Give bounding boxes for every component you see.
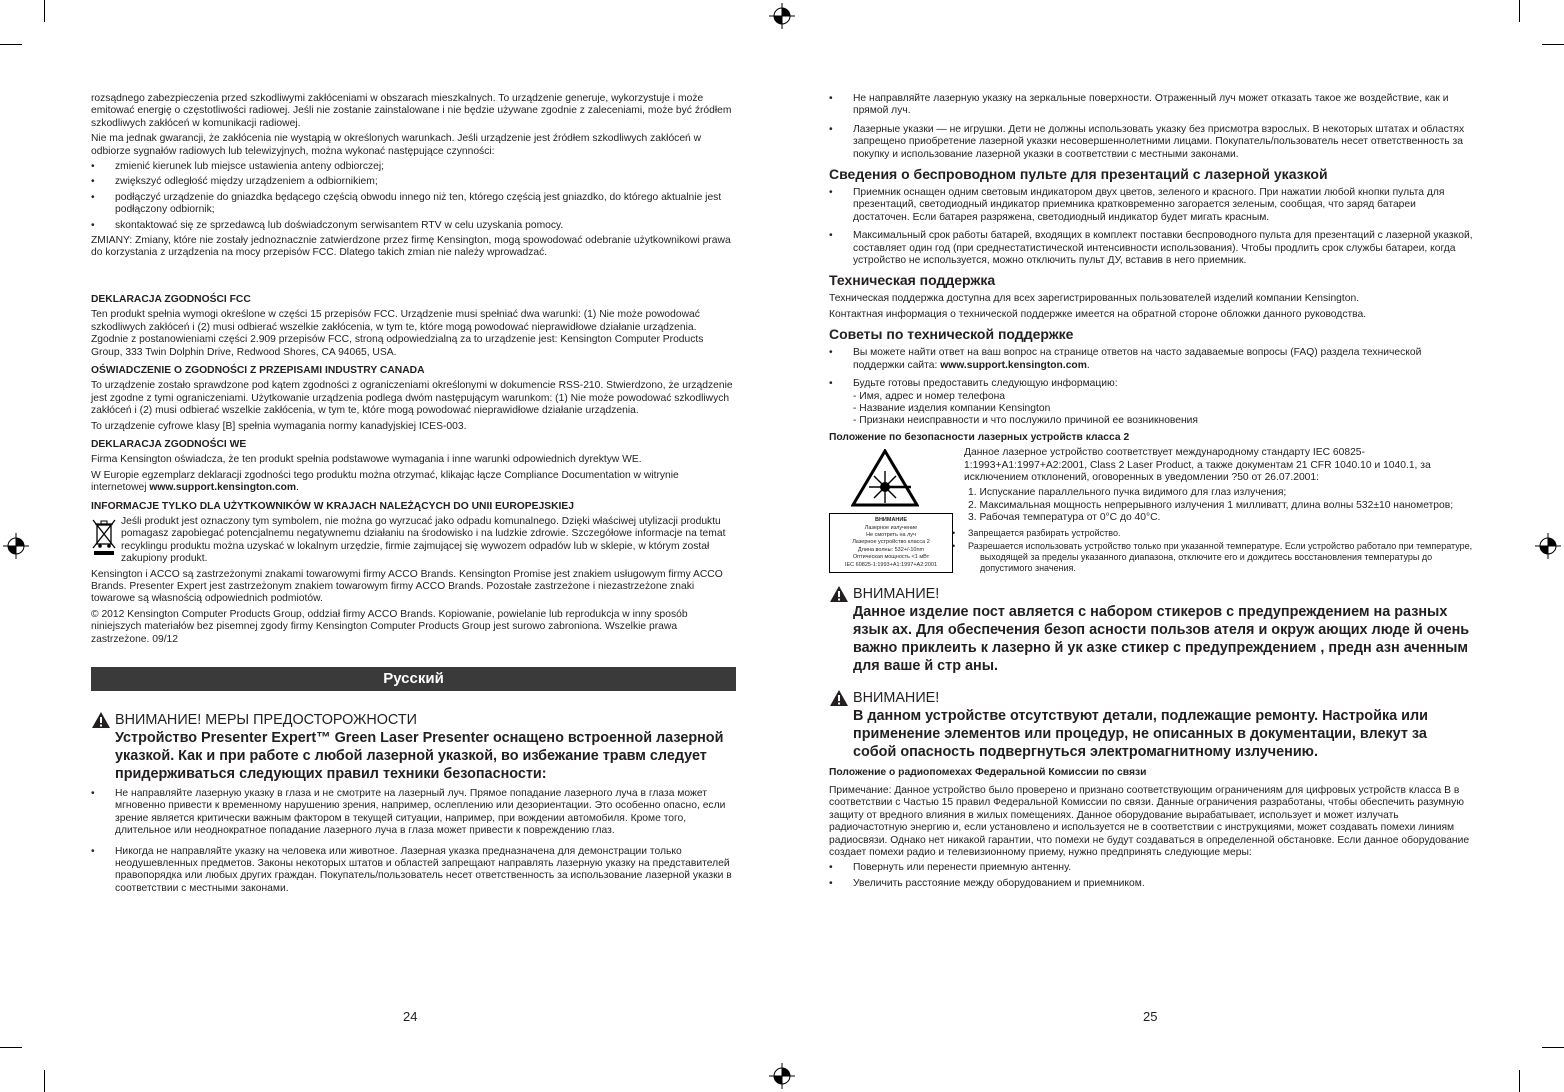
crop-mark: [0, 1047, 22, 1048]
list-item: • Приемник оснащен одним световым индикатором двух цветов, зеленого и красного. При нажатии любой кнопки пульта для презентаций, светодиодный индикатор приемника кратковременно загорается зеленым, сообщая, что заряд батареи достаточен. Если батарея разряжена, светодиодный индикатор будет мигать красным.: [829, 187, 1474, 224]
list-item: • Максимальный срок работы батарей, входящих в комплект поставки беспроводного пульта для презентаций с лазерной указкой, составляет один год (при среднестатистической интенсивности использования). Чтобы продлить срок службы батареи, когда устройство не используется, можно отключить пульт ДУ, вставив в него приемник.: [829, 230, 1474, 267]
paragraph: Kensington i ACCO są zastrzeżonymi znakami towarowymi firmy ACCO Brands. Kensington Promise jest znakiem usługowym firmy ACCO Brands. Presenter Expert jest zastrzeżonym znakiem towarowym firmy ACCO Brands. Pozostałe zastrzeżone i niezastrzeżone znaki towarowe są własnością odpowiednich podmiotów.: [91, 568, 723, 605]
bullet-list: [829, 347, 1474, 427]
crop-mark: [1519, 1070, 1520, 1092]
section-heading: Техническая поддержка: [829, 272, 996, 289]
list-item: • zwiększyć odległość między urządzeniem a odbiornikiem;: [91, 176, 736, 188]
right-page: [829, 93, 1474, 893]
list-item: • Не направляйте лазерную указку в глаза и не смотрите на лазерный луч. Прямое попадание лазерного луча в глаза может мгновенно привести к временному нарушению зрения, например, ослеплению или дезориентации. Это особенно опасно, если зрение является критически важным фактором в текущей ситуации, например, при вождении автомобиля. Кроме того, длительное или неоднократное попадание лазерного луча в глаза может привести к повреждению глаз.: [91, 788, 736, 838]
crop-mark: [44, 0, 45, 22]
bullet-list: [829, 93, 1474, 161]
page-number: 25: [1143, 1009, 1158, 1024]
list-item: • Повернуть или перенести приемную антенну.: [829, 862, 1474, 874]
list-item: [829, 347, 1474, 372]
list-item: 1. Испускание параллельного пучка видимого для глаз излучения;: [968, 487, 1287, 499]
warning-block: [829, 585, 1474, 675]
text: Вы можете найти ответ на ваш вопрос на странице ответов на часто задаваемые вопросы (FAQ) раздела технической поддержки сайта:: [853, 347, 1422, 371]
list-item: • Разрешается использовать устройство только при указанной температуре. Если устройство работало при температуре, выходящей за пределы указанного диапазона, отключите его и дождитесь восстановления температуры до допустимого значения.: [964, 541, 1474, 574]
warning-body: В данном устройстве отсутствуют детали, подлежащие ремонту. Настройка или применение элементов или процедур, не описанных в документации, влекут за собой опасность подвергнуться электромагнитному излучению.: [853, 707, 1428, 760]
label-line: Длина волны: 532+/-10nm: [857, 546, 925, 553]
left-page: [91, 93, 736, 898]
paragraph: Примечание: Данное устройство было проверено и признано соответствующим ограничениям для цифровых устройств класса B в соответствии с Частью 15 правил Федеральной Комиссии по связи. Данные ограничения разработаны, чтобы обеспечить разумную защиту от вредного влияния в жилых помещениях. Данное оборудование вырабатывает, использует и может излучать радиочастотную энергию и, если установлено и используется не в соответствии с инструкциями, может создавать помехи линиям радиосвязи. Однако нет никакой гарантии, что помехи не будут создаваться в определенной обстановке. Если данное оборудование создает помехи радио и телевизионному приему, нужно предпринять следующие меры:: [829, 784, 1470, 858]
paragraph: Jeśli produkt jest oznaczony tym symbolem, nie można go wyrzucać jako odpadu komunalnego. Dzięki właściwej utylizacji produktu pomagasz zapobiegać potencjalnemu negatywnemu działaniu na środowisko i na ludzkie zdrowie. Szczegółowe informacje na temat recyklingu produktu można uzyskać w lokalnym urzędzie, firmie zajmującej się wywozem odpadów lub w sklepie, w którym został zakupiony produkt.: [121, 515, 726, 565]
paragraph: Firma Kensington oświadcza, że ten produkt spełnia podstawowe wymagania i inne warunki odpowiednich dyrektyw WE.: [91, 454, 642, 466]
text: .: [296, 482, 299, 494]
section-heading: Сведения о беспроводном пульте для презентаций с лазерной указкой: [829, 166, 1328, 183]
sub-item: - Имя, адрес и номер телефона: [853, 390, 1006, 402]
section-heading: DEKLARACJA ZGODNOŚCI FCC: [91, 293, 251, 305]
paragraph: © 2012 Kensington Computer Products Group, oddział firmy ACCO Brands. Kopiowanie, powielanie lub reprodukcja w inny sposób niniejszych materiałów bez pisemnej zgody firmy Kensington Computer Products Group jest surowo zabroniona. Wszelkie prawa zastrzeżone. 09/12: [91, 608, 688, 645]
language-bar: Русский: [91, 667, 736, 691]
list-item: 3. Рабочая температура от 0°C до 40°C.: [968, 512, 1161, 524]
laser-labels: [829, 447, 959, 573]
paragraph: ZMIANY: Zmiany, które nie zostały jednoznacznie zatwierdzone przez firmę Kensington, mogą spowodować odebranie użytkownikowi prawa do korzystania z urządzenia na mocy przepisów FCC. Dlatego takich zmian nie należy wprowadzać.: [91, 235, 731, 259]
list-item: 2. Максимальная мощность непрерывного излучения 1 милливатт, длина волны 532±10 нанометров;: [968, 499, 1454, 511]
paragraph: To urządzenie cyfrowe klasy [B] spełnia wymagania normy kanadyjskiej ICES-003.: [91, 420, 467, 432]
list-item: • Увеличить расстояние между оборудованием и приемником.: [829, 878, 1474, 890]
registration-mark-icon: [3, 533, 29, 559]
list-item: • Запрещается разбирать устройство.: [964, 528, 1474, 539]
list-item: • Лазерные указки — не игрушки. Дети не должны использовать указку без присмотра взрослых. В некоторых штатах и областях запрещено приобретение лазерной указки несовершеннолетними лицами. Покупатель/пользователь несет ответственность за покупку и использование лазерной указки в соответствии с местными законами.: [829, 124, 1474, 161]
numbered-list: [964, 487, 1474, 524]
label-line: ВНИМАНИЕ: [874, 517, 908, 524]
list-item: [829, 378, 1474, 428]
paragraph: Nie ma jednak gwarancji, że zakłócenia nie wystąpią w określonych warunkach. Jeśli urządzenie jest źródłem szkodliwych zakłóceń w odbiorze sygnałów radiowych lub telewizyjnych, można wykonać następujące czynności:: [91, 133, 702, 157]
warning-block: [829, 689, 1474, 761]
text: W Europie egzemplarz deklaracji zgodności tego produktu można otrzymać, klikając łącze Compliance Documentation w witrynie internetowej: [91, 469, 679, 494]
paragraph: Данное лазерное устройство соответствует международному стандарту IEC 60825-1:1993+A1:1997+A2:2001, Class 2 Laser Product, а также документам 21 CFR 1040.10 и 1040.1, за исключением отклонений, оговоренных в уведомлении ?50 от 26.07.2001:: [964, 447, 1431, 483]
warning-block: [91, 711, 736, 783]
crop-mark: [0, 44, 22, 45]
crop-mark: [44, 1070, 45, 1092]
warning-icon: [91, 711, 111, 729]
warning-body: Устройство Presenter Expert™ Green Laser Presenter оснащено встроенной лазерной указкой. Как и при работе с любой лазерной указкой, во избежание травм следует придерживаться следующих правил техники безопасности:: [115, 730, 724, 783]
warning-title: ВНИМАНИЕ!: [853, 585, 940, 602]
weee-bin-icon: [91, 518, 117, 556]
section-heading: OŚWIADCZENIE O ZGODNOŚCI Z PRZEPISAMI INDUSTRY CANADA: [91, 364, 425, 376]
paragraph: Контактная информация о технической поддержке имеется на обратной стороне обложки данного руководства.: [829, 308, 1367, 320]
list-item: • zmienić kierunek lub miejsce ustawienia anteny odbiorczej;: [91, 161, 736, 173]
crop-mark: [1519, 0, 1520, 22]
list-item: • Никогда не направляйте указку на человека или животное. Лазерная указка предназначена для демонстрации только неодушевленных предметов. Законы некоторых штатов и областей запрещают направлять лазерную указку на представителей правопорядка или любых других граждан. Покупатель/пользователь несет ответственность за использование лазерной указки в соответствии с местными законами.: [91, 846, 736, 896]
label-line: Оптическая мощность <1 мВт: [852, 554, 930, 561]
paragraph: rozsądnego zabezpieczenia przed szkodliwymi zakłóceniami w obszarach mieszkalnych. To urządzenie generuje, wykorzystuje i może emitować energię o częstotliwości radiowej. Jeśli nie zostanie zainstalowane i nie będzie używane zgodnie z zaleceniami, może być źródłem szkodliwych zakłóceń w komunikacji radiowej.: [91, 93, 732, 129]
text: Будьте готовы предоставить следующую информацию:: [853, 378, 1118, 390]
sub-item: - Признаки неисправности и что послужило причиной ее возникновения: [853, 415, 1199, 427]
section-heading: INFORMACJE TYLKO DLA UŻYTKOWNIKÓW W KRAJACH NALEŻĄCYCH DO UNII EUROPEJSKIEJ: [91, 500, 575, 512]
bullet-list: [91, 161, 736, 232]
bullet-list: [829, 187, 1474, 267]
crop-mark: [1542, 1047, 1564, 1048]
label-line: Лазерное устройство класса 2: [852, 539, 930, 546]
section-heading: Положение по безопасности лазерных устройств класса 2: [829, 431, 1130, 443]
bullet-list: [829, 862, 1474, 890]
registration-mark-icon: [1535, 533, 1561, 559]
laser-safety-block: [829, 447, 1474, 576]
list-item: • skontaktować się ze sprzedawcą lub doświadczonym serwisantem RTV w celu uzyskania pomocy.: [91, 220, 736, 232]
support-link[interactable]: www.support.kensington.com: [149, 482, 297, 494]
warning-title: ВНИМАНИЕ!: [853, 689, 940, 706]
warning-title: ВНИМАНИЕ! МЕРЫ ПРЕДОСТОРОЖНОСТИ: [115, 712, 417, 729]
registration-mark-icon: [769, 1063, 795, 1089]
bullet-list: [964, 528, 1474, 574]
laser-text: [964, 447, 1474, 576]
text: .: [1086, 359, 1090, 371]
section-heading: DEKLARACJA ZGODNOŚCI WE: [91, 438, 247, 450]
support-link[interactable]: www.support.kensington.com: [940, 359, 1087, 371]
warning-body: Данное изделие пост авляется с набором стикеров с предупреждением на разных язык ах. Для обеспечения безоп асности пользов ателя и окруж ающих люде й очень важно приклеить к лазерно й ук азке стикер с предупреждением , предн азн аченным для ваше й стр аны.: [853, 603, 1470, 674]
registration-mark-icon: [769, 3, 795, 29]
paragraph: Техническая поддержка доступна для всех зарегистрированных пользователей изделий компании Kensington.: [829, 293, 1360, 305]
list-item: • Не направляйте лазерную указку на зеркальные поверхности. Отраженный луч может отказать такое же воздействие, как и прямой луч.: [829, 93, 1474, 118]
section-heading: Советы по технической поддержке: [829, 326, 1074, 343]
weee-block: [91, 516, 736, 566]
bullet-list: [91, 788, 736, 895]
paragraph: To urządzenie zostało sprawdzone pod kątem zgodności z ograniczeniami określonymi w dokumencie RSS-210. Stwierdzono, że urządzenie jest zgodne z tymi ograniczeniami. Użytkowanie urządzenia podlega dwóm następującym warunkom: (1) Nie może powodować szkodliwych zakłóceń i (2) musi odbierać wszelkie zakłócenia, w tym te, które mogą powodować nieprawidłowe działanie urządzenia.: [91, 380, 733, 417]
sub-item: - Название изделия компании Kensington: [853, 402, 1051, 414]
laser-hazard-icon: [851, 449, 919, 507]
warning-icon: [829, 689, 849, 707]
section-heading: Положение о радиопомехах Федеральной Комиссии по связи: [829, 766, 1147, 778]
crop-mark: [1542, 44, 1564, 45]
paragraph: [91, 470, 736, 495]
paragraph: Ten produkt spełnia wymogi określone w części 15 przepisów FCC. Urządzenie musi spełniać dwa warunki: (1) Nie może powodować szkodliwych zakłóceń i (2) musi odbierać wszelkie zakłócenia, w tym te, które mogą powodować nieprawidłowe działanie urządzenia. Zgodnie z postanowieniami części 2.909 przepisów FCC, stroną odpowiedzialną za to urządzenie jest: Kensington Computer Products Group, 333 Twin Dolphin Drive, Redwood Shores, CA 94065, USA.: [91, 309, 704, 358]
laser-warning-label: [829, 513, 953, 573]
label-line: Не смотреть на луч: [866, 531, 916, 538]
label-line: IEC 60825-1:1993+A1:1997+A2:2001: [844, 561, 938, 568]
page-number: 24: [403, 1009, 418, 1024]
list-item: • podłączyć urządzenie do gniazdka będącego częścią obwodu innego niż ten, którego częścią jest gniazdko, do którego aktualnie jest podłączony odbiornik;: [91, 192, 736, 217]
label-line: Лазерное излучение: [864, 524, 918, 531]
warning-icon: [829, 585, 849, 603]
